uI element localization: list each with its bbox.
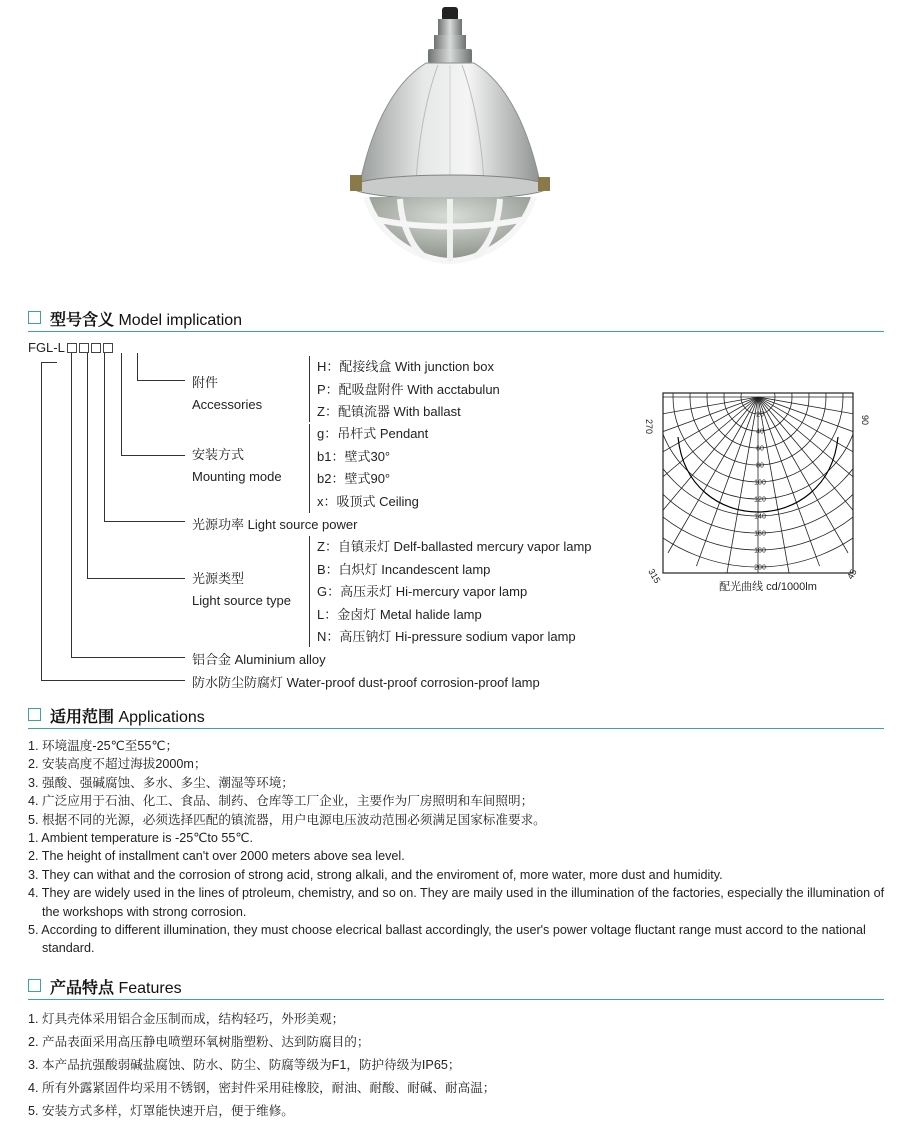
section-title: 产品特点 Features xyxy=(50,980,182,997)
source-type-label: 光源类型 Light source type xyxy=(192,571,292,608)
model-code: FGL-L xyxy=(28,340,113,355)
section-title: 适用范围 Applications xyxy=(50,709,205,726)
option-item: b2：壁式90° xyxy=(317,471,391,486)
ring-label: 140 xyxy=(754,513,766,521)
section-marker-icon xyxy=(28,979,41,992)
section-marker-icon xyxy=(28,708,41,721)
list-item: 4. 广泛应用于石油、化工、食品、制药、仓库等工厂企业，主要作为厂房照明和车间照明； xyxy=(28,794,534,809)
option-item: N：高压钠灯 Hi-pressure sodium vapor lamp xyxy=(317,629,576,644)
lamp-type-label: 防水防尘防腐灯 Water-proof dust-proof corrosion-proof lamp xyxy=(192,675,540,690)
list-item: 2. 产品表面采用高压静电喷塑环氧树脂塑粉、达到防腐目的； xyxy=(28,1035,370,1049)
option-item: P：配吸盘附件 With acctabulun xyxy=(317,381,500,397)
list-item: 1. 灯具壳体采用铝合金压制而成，结构轻巧，外形美观； xyxy=(28,1012,345,1026)
ring-label: 100 xyxy=(754,479,766,487)
option-item: x：吸顶式 Ceiling xyxy=(317,493,419,509)
ring-label: 180 xyxy=(754,547,766,555)
light-distribution-diagram xyxy=(640,383,880,603)
source-type-options xyxy=(317,536,592,649)
option-item: L：金卤灯 Metal halide lamp xyxy=(317,606,482,622)
accessories-options xyxy=(317,356,500,424)
list-item: 3. They can withat and the corrosion of strong acid, strong alkali, and the enviroment of, more water, more dust and humidity. xyxy=(28,867,723,882)
section-divider xyxy=(28,999,884,1000)
angle-label-315: 315 xyxy=(646,567,663,586)
section-title: 型号含义 Model implication xyxy=(50,312,243,329)
option-item: B：白炽灯 Incandescent lamp xyxy=(317,561,491,577)
mounting-options xyxy=(317,423,428,513)
angle-label-270: 270 xyxy=(644,419,654,435)
section-model-implication xyxy=(28,307,884,333)
list-item: 1. Ambient temperature is -25℃to 55℃. xyxy=(28,831,253,846)
ring-label: 80 xyxy=(756,462,764,470)
list-item: 5. 根据不同的光源，必须选择匹配的镇流器，用户电源电压波动范围必须满足国家标准要求。 xyxy=(28,812,546,827)
option-item: H：配接线盒 With junction box xyxy=(317,359,494,374)
list-item: 3. 强酸、强碱腐蚀、多水、多尘、潮湿等环境； xyxy=(28,775,294,790)
option-item: G：高压汞灯 Hi-mercury vapor lamp xyxy=(317,584,528,599)
power-label: 光源功率 Light source power xyxy=(192,517,358,532)
ring-label: 200 xyxy=(754,564,766,572)
ring-label: 40 xyxy=(756,428,764,436)
option-item: Z：配镇流器 With ballast xyxy=(317,404,461,419)
applications-list xyxy=(28,737,888,958)
list-item: 4. 所有外露紧固件均采用不锈钢，密封件采用硅橡胶，耐油、耐酸、耐碱、耐高温； xyxy=(28,1081,496,1095)
section-applications xyxy=(28,704,884,730)
angle-label-90: 90 xyxy=(860,415,870,426)
diagram-caption: 配光曲线 cd/1000lm xyxy=(719,581,817,593)
section-marker-icon xyxy=(28,311,41,324)
section-divider xyxy=(28,728,884,729)
option-item: Z：自镇汞灯 Delf-ballasted mercury vapor lamp xyxy=(317,539,592,554)
ring-label: 60 xyxy=(756,445,764,453)
option-item: b1：壁式30° xyxy=(317,448,391,464)
alloy-label: 铝合金 Aluminium alloy xyxy=(192,652,326,667)
angle-label-45: 45 xyxy=(845,567,859,581)
ring-label: 120 xyxy=(754,496,766,504)
features-list xyxy=(28,1008,888,1123)
list-item: 2. The height of installment can't over 2000 meters above sea level. xyxy=(28,849,405,864)
list-item: 5. According to different illumination, they must choose elecrical ballast accordingly, the user's power voltage fluctant range must accord to the national standard. xyxy=(28,923,866,956)
lamp-product-image xyxy=(330,5,570,275)
ring-label: 20 xyxy=(756,411,764,419)
section-divider xyxy=(28,331,884,332)
option-item: g：吊杆式 Pendant xyxy=(317,426,429,441)
list-item: 2. 安装高度不超过海拔2000m； xyxy=(28,757,207,772)
ring-label: 160 xyxy=(754,530,766,538)
list-item: 4. They are widely used in the lines of ptroleum, chemistry, and so on. They are maily used in the illumination of the factories, especially the illumination of the workshops with strong corrosion. xyxy=(28,886,885,919)
list-item: 5. 安装方式多样，灯罩能快速开启，便于维修。 xyxy=(28,1104,294,1118)
list-item: 3. 本产品抗强酸弱碱盐腐蚀、防水、防尘、防腐等级为F1，防护待级为IP65； xyxy=(28,1058,461,1072)
mounting-label: 安装方式 Mounting mode xyxy=(192,447,282,484)
accessories-label: 附件 Accessories xyxy=(192,375,263,412)
section-features xyxy=(28,975,884,1001)
list-item: 1. 环境温度-25℃至55℃； xyxy=(28,739,179,753)
